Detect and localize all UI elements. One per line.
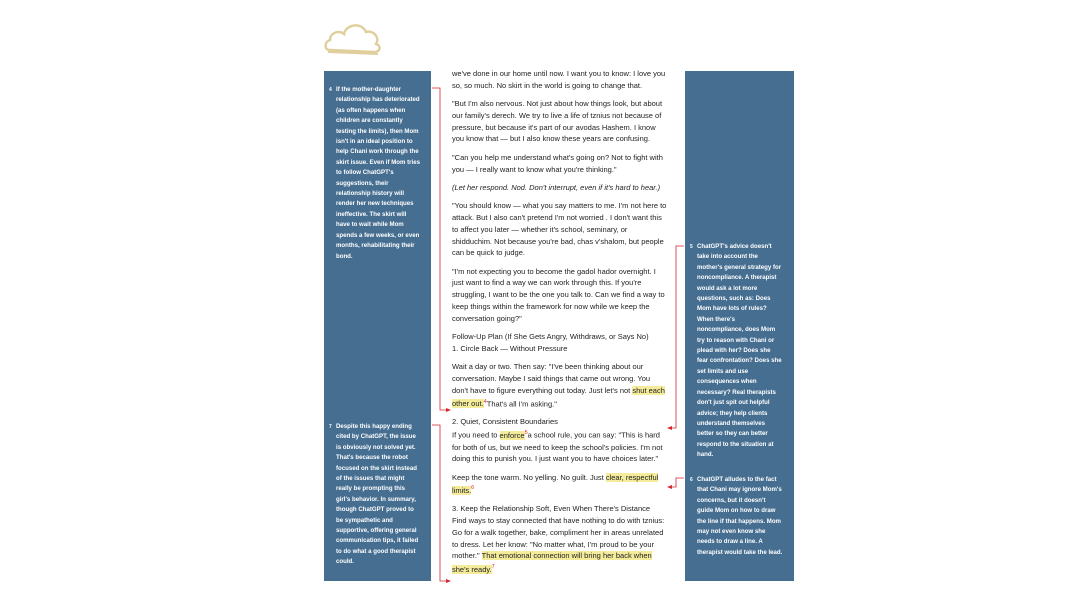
article-body bbox=[452, 68, 668, 582]
paragraph bbox=[452, 416, 668, 465]
highlight: enforce bbox=[499, 430, 525, 440]
connector-line-5 bbox=[668, 246, 684, 428]
highlight: clear, respectful limits. bbox=[452, 472, 659, 495]
highlight: shut each other out. bbox=[452, 385, 665, 409]
followup-heading bbox=[452, 331, 668, 355]
footnote-number: 6 bbox=[690, 477, 693, 483]
footnote-text: ChatGPT alludes to the fact that Chani may ignore Mom's concerns, but it doesn't guide Mom on how to draw the line if that happens. Mom may not even know she needs to draw a line. A therapist would take the lead. bbox=[697, 476, 783, 556]
paragraph bbox=[452, 361, 668, 410]
footnote-marker: 7 bbox=[491, 564, 495, 571]
footnote-marker: 5 bbox=[524, 430, 528, 437]
footnote-number: 4 bbox=[329, 87, 332, 93]
paragraph: "You should know — what you say matters to me. I'm not here to attack. But I also can't pretend I'm not worried . I don't want this to affect you later — whether it's school, seminary, or shidduchim. Not because you're bad, chas v'shalom, but people can be quick to judge. bbox=[452, 201, 667, 258]
paragraph: "Can you help me understand what's going on? Not to fight with you — I really want to know what you're thinking." bbox=[452, 152, 663, 174]
section-subtitle: 1. Circle Back — Without Pressure bbox=[452, 343, 568, 353]
section-title: Follow-Up Plan (If She Gets Angry, Withdraws, or Says No) bbox=[452, 332, 649, 342]
paragraph bbox=[452, 503, 668, 575]
highlight: That emotional connection will bring her back when she's ready. bbox=[452, 551, 652, 574]
footnote-marker: 6 bbox=[471, 485, 475, 492]
paragraph: "I'm not expecting you to become the gadol hador overnight. I just want to find a way we can work through this. If you're struggling, I want to be the one you talk to. Can we find a way to keep things within the framework for now while we keep the conversation going?" bbox=[452, 266, 665, 323]
paragraph: we've done in our home until now. I want you to know: I love you so, so much. No skirt in the world is going to change that. bbox=[452, 69, 666, 90]
connector-line-4 bbox=[432, 88, 450, 410]
paragraph: "But I'm also nervous. Not just about how things look, but about our family's derech. We try to live a life of tznius not because of pressure, but because it's part of our avodas Hashem. I know you know that — but I also know these years are confusing. bbox=[452, 99, 663, 144]
section-title: 3. Keep the Relationship Soft, Even When There's Distance bbox=[452, 504, 651, 514]
text-run: Keep the tone warm. No yelling. No guilt. Just bbox=[452, 472, 606, 482]
footnote-text: Despite this happy ending cited by ChatGPT, the issue is obviously not solved yet. That's because the robot focused on the skirt instead of the issues that might really be prompting this girl's behavior. In summary, though ChatGPT proved to be sympathetic and supportive, offering general communication tips, it failed to do what a good therapist could. bbox=[336, 423, 419, 566]
section-title: 2. Quiet, Consistent Boundaries bbox=[452, 417, 558, 427]
arrow-7 bbox=[446, 579, 451, 583]
connector-line-7 bbox=[432, 425, 450, 581]
text-run: That's all I'm asking." bbox=[486, 399, 557, 409]
text-run: a school rule, you can say: "This is hard for both of us, but we need to keep the school's policies. I'm not doing this to punish you. I just want you to have choices later." bbox=[452, 430, 663, 464]
text-run: Find ways to stay connected that have nothing to do with tznius: Go for a walk together, bake, compliment her in areas unrelated to dress. Let her know: "No matter what, I'm proud to be your mother." bbox=[452, 516, 665, 561]
paragraph: (Let her respond. Nod. Don't interrupt, even if it's hard to hear.) bbox=[452, 182, 661, 192]
footnote-marker: 4 bbox=[483, 398, 487, 405]
footnote-text: ChatGPT's advice doesn't take into account the mother's general strategy for noncompliance. A therapist would ask a lot more questions, such as: Does Mom have lots of rules? When there's noncompliance, does Mom try to reason with Chani or plead with her? Does she fear confrontation? Does she set limits and use consequences when necessary? Real therapists don't just spit out helpful advice; they help clients understand themselves better so they can better respond to the situation at hand. bbox=[697, 243, 782, 459]
text-run: Wait a day or two. Then say: "I've been thinking about our conversation. Maybe I said things that came out wrong. You don't have to figure everything out today. Just let's not bbox=[452, 362, 651, 395]
footnote-text: If the mother-daughter relationship has deteriorated (as often happens when children are constantly testing the limits), then Mom isn't in an ideal position to help Chani work through the skirt issue. Even if Mom tries to follow ChatGPT's suggestions, their relationship history will render her new techniques ineffective. The skirt will have to wait while Mom spends a few weeks, or even months, rehabilitating their bond. bbox=[336, 86, 420, 260]
arrow-4 bbox=[446, 408, 451, 412]
paragraph bbox=[452, 472, 668, 497]
footnote-number: 7 bbox=[329, 424, 332, 430]
text-run: If you need to bbox=[452, 430, 500, 440]
footnote-number: 5 bbox=[690, 244, 693, 250]
